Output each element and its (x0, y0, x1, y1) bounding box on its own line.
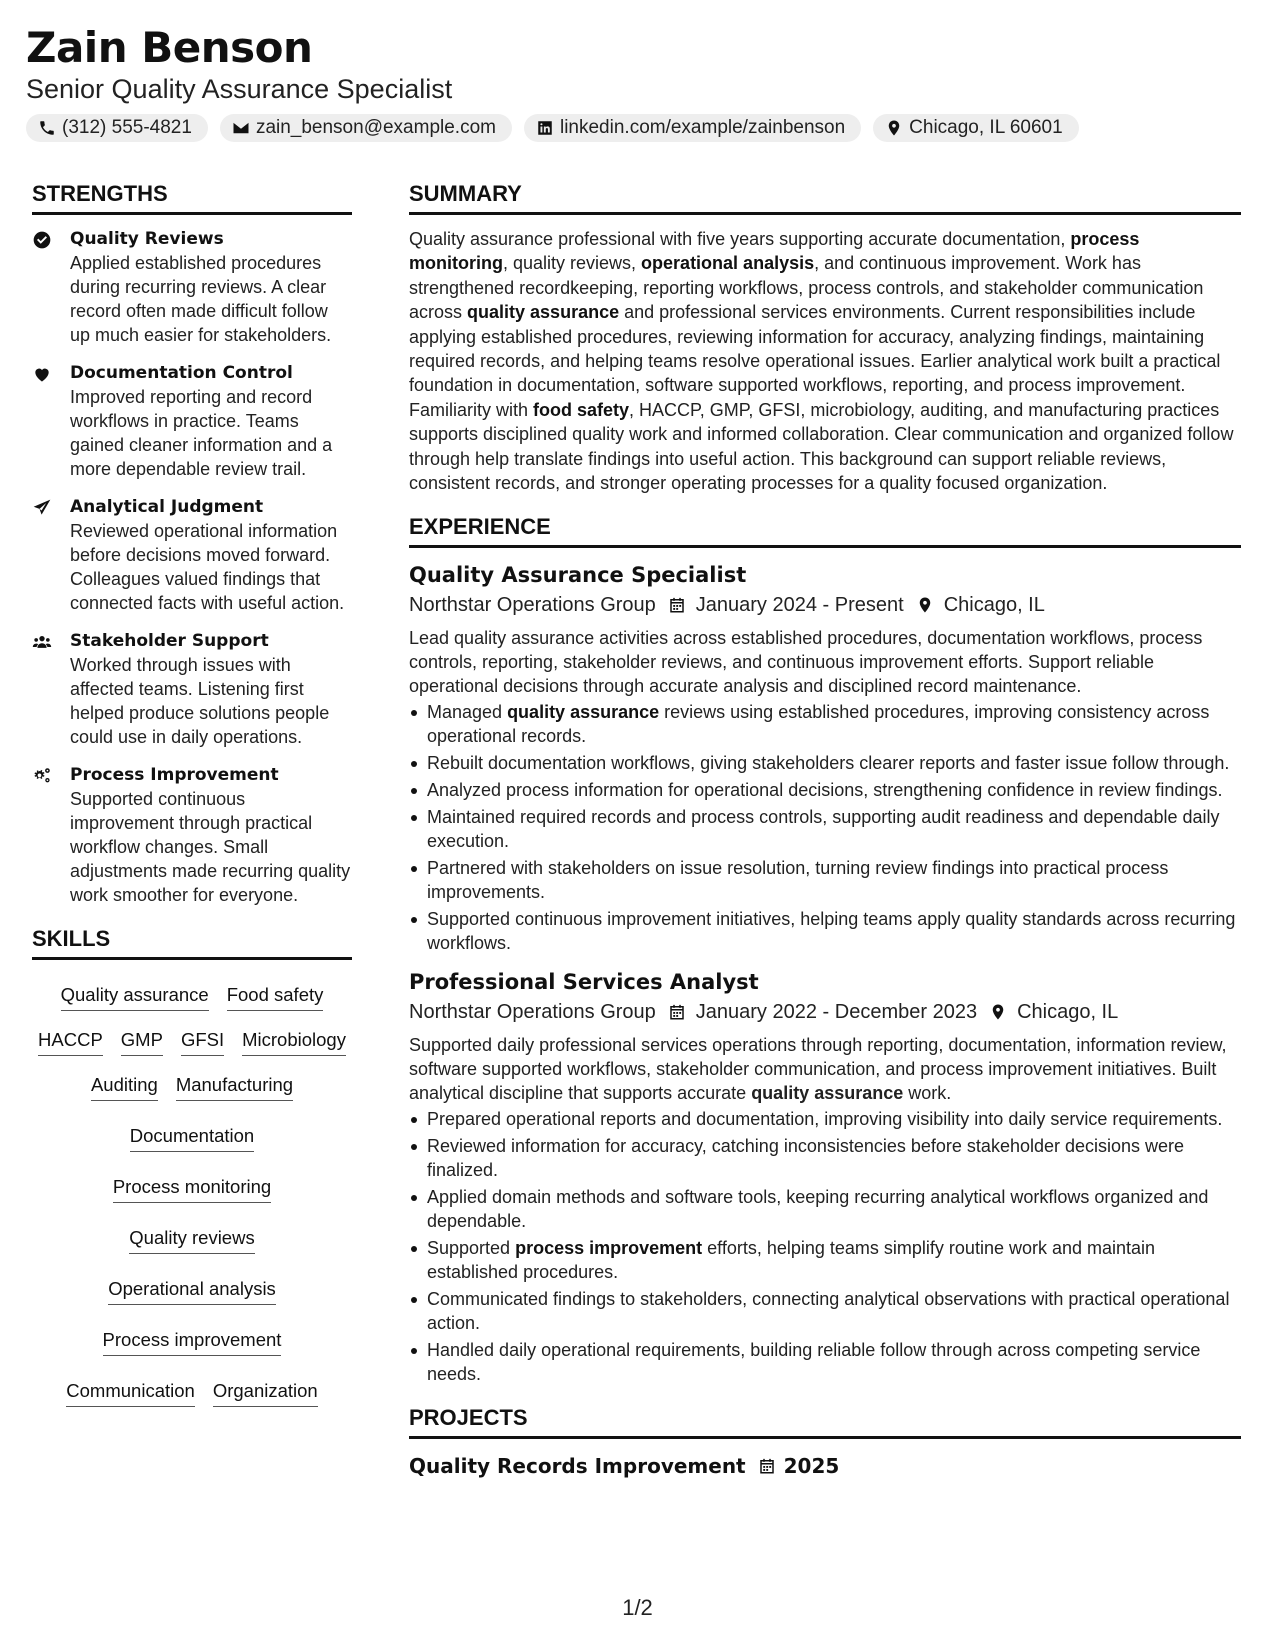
bullet-item: Supported process improvement efforts, helping teams simplify routine work and maintain established procedures. (409, 1236, 1241, 1284)
contact-location (873, 114, 1079, 142)
contact-linkedin (524, 114, 861, 142)
bullet-item: Applied domain methods and software tools, keeping recurring analytical workflows organized and dependable. (409, 1185, 1241, 1233)
skill-tag: Process improvement (103, 1323, 282, 1356)
candidate-name: Zain Benson (26, 23, 313, 72)
skill-tag: Food safety (227, 978, 324, 1011)
bullet-item: Supported continuous improvement initiatives, helping teams apply quality standards across recurring workflows. (409, 907, 1241, 955)
skill-tag: Organization (213, 1374, 318, 1407)
skill-tag: Manufacturing (176, 1068, 293, 1101)
bullet-item: Reviewed information for accuracy, catching inconsistencies before stakeholder decisions were finalized. (409, 1134, 1241, 1182)
job-location: Chicago, IL (943, 594, 1045, 617)
strength-title: Process Improvement (70, 765, 279, 785)
job-bullets (409, 1107, 1241, 1386)
bullet-item: Partnered with stakeholders on issue resolution, turning review findings into practical process improvements. (409, 856, 1241, 904)
bullet-item: Prepared operational reports and documentation, improving visibility into daily service requirements. (409, 1107, 1241, 1131)
strength-item (32, 763, 352, 907)
project-title: Quality Records Improvement (409, 1454, 746, 1479)
bullet-item: Handled daily operational requirements, building reliable follow through across competing service needs. (409, 1338, 1241, 1386)
bullet-item: Analyzed process information for operational decisions, strengthening confidence in review findings. (409, 778, 1241, 802)
project-year: 2025 (783, 1454, 840, 1479)
page-number: 1/2 (622, 1595, 653, 1620)
contact-bar (26, 114, 1246, 142)
location-pin-icon (885, 119, 903, 137)
job-company: Northstar Operations Group (409, 1001, 656, 1024)
strength-item (32, 361, 352, 481)
bullet-item: Maintained required records and process controls, supporting audit readiness and dependable daily execution. (409, 805, 1241, 853)
skill-tag: HACCP (38, 1023, 103, 1056)
contact-email-text: zain_benson@example.com (255, 117, 496, 138)
job-company: Northstar Operations Group (409, 594, 656, 617)
job-dates: January 2022 - December 2023 (695, 1001, 978, 1024)
strength-text: Supported continuous improvement through practical workflow changes. Small adjustments made recurring quality work smoother for everyone. (70, 789, 351, 905)
project-entry (409, 1451, 1241, 1481)
skill-tag: Documentation (130, 1119, 254, 1152)
users-icon (32, 632, 52, 652)
envelope-icon (232, 119, 250, 137)
strength-item (32, 495, 352, 615)
strength-text: Reviewed operational information before decisions moved forward. Colleagues valued findings that connected facts with useful action. (70, 521, 345, 613)
projects-heading: PROJECTS (409, 1404, 1241, 1439)
job-title: Professional Services Analyst (409, 970, 759, 995)
heart-icon (32, 364, 52, 384)
candidate-title: Senior Quality Assurance Specialist (26, 74, 453, 104)
strength-title: Documentation Control (70, 363, 293, 383)
job-description: Supported daily professional services operations through reporting, documentation, information review, software supported workflows, stakeholder communication, and process improvement initiatives. Built analytical discipline that supports accurate quality assurance work. (409, 1035, 1227, 1104)
job-description: Lead quality assurance activities across established procedures, documentation workflows, process controls, reporting, stakeholder reviews, and continuous improvement efforts. Support reliable operational decisions through accurate analysis and disciplined record maintenance. (409, 628, 1203, 697)
strength-item (32, 227, 352, 347)
calendar-icon (668, 1003, 686, 1021)
strengths-heading: STRENGTHS (32, 180, 352, 215)
bullet-item: Communicated findings to stakeholders, connecting analytical observations with practical operational action. (409, 1287, 1241, 1335)
resume-header (26, 22, 1246, 142)
skills-heading: SKILLS (32, 925, 352, 960)
job-meta (409, 997, 1241, 1027)
job-entry (409, 967, 1241, 1386)
calendar-icon (758, 1457, 776, 1475)
skill-tag: Microbiology (242, 1023, 346, 1056)
skill-tag: Quality reviews (129, 1221, 254, 1254)
skill-tag: Operational analysis (108, 1272, 276, 1305)
gears-icon (32, 766, 52, 786)
skill-tag: GFSI (181, 1023, 224, 1056)
strength-text: Improved reporting and record workflows in practice. Teams gained cleaner information and a more dependable review trail. (70, 387, 333, 479)
summary-heading: SUMMARY (409, 180, 1241, 215)
skill-tag: Communication (66, 1374, 195, 1407)
contact-email (220, 114, 512, 142)
job-dates: January 2024 - Present (695, 594, 904, 617)
location-pin-icon (916, 596, 934, 614)
bullet-item: Rebuilt documentation workflows, giving stakeholders clearer reports and faster issue follow through. (409, 751, 1241, 775)
contact-phone (26, 114, 208, 142)
phone-icon (38, 119, 56, 137)
skill-tag: GMP (121, 1023, 163, 1056)
strength-title: Quality Reviews (70, 229, 224, 249)
skill-tag: Quality assurance (61, 978, 209, 1011)
check-circle-icon (32, 230, 52, 250)
left-column (32, 180, 352, 1413)
location-pin-icon (989, 1003, 1007, 1021)
paper-plane-icon (32, 498, 52, 518)
contact-linkedin-text: linkedin.com/example/zainbenson (559, 117, 846, 138)
strength-title: Analytical Judgment (70, 497, 264, 517)
right-column (409, 180, 1241, 1481)
experience-heading: EXPERIENCE (409, 513, 1241, 548)
bullet-item: Managed quality assurance reviews using established procedures, improving consistency across operational records. (409, 700, 1241, 748)
skill-tag: Auditing (91, 1068, 158, 1101)
skills-list (32, 972, 352, 1413)
job-bullets (409, 700, 1241, 955)
strength-title: Stakeholder Support (70, 631, 269, 651)
job-entry (409, 560, 1241, 955)
contact-phone-text: (312) 555-4821 (62, 117, 192, 138)
contact-location-text: Chicago, IL 60601 (909, 117, 1063, 138)
job-meta (409, 590, 1241, 620)
skill-tag: Process monitoring (113, 1170, 271, 1203)
job-location: Chicago, IL (1017, 1001, 1119, 1024)
strength-text: Worked through issues with affected teams. Listening first helped produce solutions people could use in daily operations. (70, 655, 330, 747)
linkedin-icon (536, 119, 554, 137)
calendar-icon (668, 596, 686, 614)
summary-text: Quality assurance professional with five years supporting accurate documentation, process monitoring, quality reviews, operational analysis, and continuous improvement. Work has strengthened recordkeeping, reporting workflows, process controls, and stakeholder communication across quality assurance and professional services environments. Current responsibilities include applying established procedures, reviewing information for accuracy, analyzing findings, maintaining required records, and helping teams resolve operational issues. Earlier analytical work built a practical foundation in documentation, software supported workflows, reporting, and process improvement. Familiarity with food safety, HACCP, GMP, GFSI, microbiology, auditing, and manufacturing practices supports disciplined quality work and informed collaboration. Clear communication and organized follow through help translate findings into useful action. This background can support reliable reviews, consistent records, and stronger operating processes for a quality focused organization. (409, 229, 1234, 494)
strength-item (32, 629, 352, 749)
job-title: Quality Assurance Specialist (409, 563, 747, 588)
strength-text: Applied established procedures during recurring reviews. A clear record often made difficult follow up much easier for stakeholders. (70, 253, 332, 345)
